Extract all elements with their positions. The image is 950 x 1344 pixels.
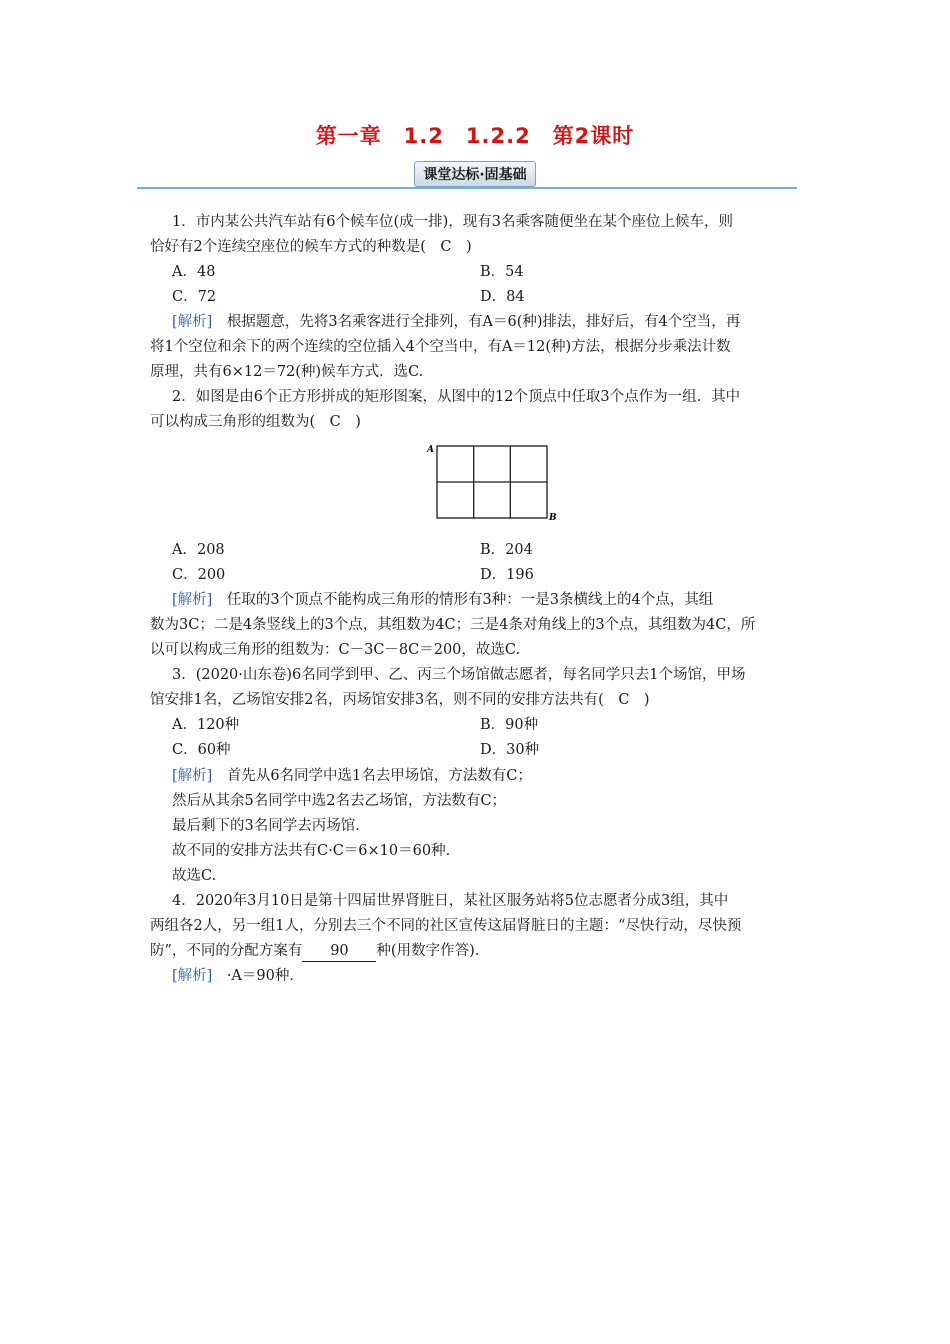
q3-solution-line4: 故不同的安排方法共有C·C＝6×10＝60种． [172, 843, 461, 859]
q1-stem-line2: 恰好有2个连续空座位的候车方式的种数是( C ) [150, 239, 472, 255]
q3-solution-line3: 最后剩下的3名同学去丙场馆． [172, 818, 370, 834]
q4-stem-line1: 4．2020年3月10日是第十四届世界肾脏日，某社区服务站将5位志愿者分成3组，其中 [172, 893, 729, 909]
q4-stem-line3 [150, 941, 489, 962]
q3-stem-line2: 馆安排1名，乙场馆安排2名，丙场馆安排3名，则不同的安排方法共有( C ) [150, 692, 650, 708]
rectangle-grid-figure [425, 438, 565, 530]
q1-option-d: D．84 [480, 289, 525, 305]
q4-solution-line1 [172, 966, 304, 986]
q2-stem-line1: 2．如图是由6个正方形拼成的矩形图案，从图中的12个顶点中任取3个点作为一组．其中 [172, 389, 741, 405]
figure-label-b: B [549, 513, 557, 523]
q2-option-b: B．204 [480, 542, 533, 558]
q1-solution-line1 [172, 312, 740, 332]
q2-option-c: C．200 [172, 567, 226, 583]
q1-solution-line2: 将1个空位和余下的两个连续的空位插入4个空当中，有A＝12(种)方法，根据分步乘法计数 [150, 339, 731, 355]
q3-solution-line1 [172, 766, 532, 786]
header-divider [137, 187, 797, 189]
q3-stem-line1: 3．(2020·山东卷)6名同学到甲、乙、丙三个场馆做志愿者，每名同学只去1个场馆，甲场 [172, 667, 746, 683]
q1-option-a: A．48 [172, 264, 216, 280]
q1-solution-tag: [解析] [172, 314, 213, 330]
q1-solution-text1: 根据题意，先将3名乘客进行全排列，有A＝6(种)排法，排好后，有4个空当，再 [212, 314, 741, 330]
q4-stem-line3-end: 种(用数字作答)． [376, 943, 490, 959]
q3-option-d: D．30种 [480, 742, 540, 758]
section-badge: 课堂达标·固基础 [414, 161, 535, 187]
q2-solution-line1 [172, 590, 713, 610]
q3-solution-tag: [解析] [172, 768, 213, 784]
q4-stem-line3-text: 防”，不同的分配方案有 [150, 943, 303, 959]
q2-solution-line3: 以可以构成三角形的组数为：C－3C－8C＝200，故选C. [150, 642, 521, 658]
q1-solution-line3: 原理，共有6×12＝72(种)候车方式．选C. [150, 364, 424, 380]
q2-solution-text1: 任取的3个顶点不能构成三角形的情形有3种：一是3条横线上的4个点，其组 [212, 592, 714, 608]
q2-solution-tag: [解析] [172, 592, 213, 608]
q3-option-b: B．90种 [480, 717, 539, 733]
q2-solution-line2: 数为3C；二是4条竖线上的3个点，其组数为4C；三是4条对角线上的3个点，其组数为4C，所 [150, 617, 756, 633]
q3-option-c: C．60种 [172, 742, 231, 758]
q4-answer-blank: 90 [302, 941, 376, 962]
q1-option-b: B．54 [480, 264, 524, 280]
q3-solution-line5: 故选C. [172, 868, 217, 884]
q4-solution-text1: ·A＝90种． [212, 968, 304, 984]
q3-solution-line2: 然后从其余5名同学中选2名去乙场馆，方法数有C； [172, 793, 507, 809]
q1-option-c: C．72 [172, 289, 217, 305]
q1-stem-line1: 1．市内某公共汽车站有6个候车位(成一排)，现有3名乘客随便坐在某个座位上候车，则 [172, 214, 733, 230]
q2-stem-line2: 可以构成三角形的组数为( C ) [150, 414, 361, 430]
q2-option-d: D．196 [480, 567, 534, 583]
page-title: 第一章 1.2 1.2.2 第2课时 [315, 124, 635, 148]
figure-label-a: A [427, 445, 434, 455]
q4-solution-tag: [解析] [172, 968, 213, 984]
q3-option-a: A．120种 [172, 717, 240, 733]
q4-stem-line2: 两组各2人，另一组1人，分别去三个不同的社区宣传这届肾脏日的主题：“尽快行动，尽快预 [150, 918, 742, 934]
q3-solution-text1: 首先从6名同学中选1名去甲场馆，方法数有C； [212, 768, 532, 784]
q2-option-a: A．208 [172, 542, 225, 558]
